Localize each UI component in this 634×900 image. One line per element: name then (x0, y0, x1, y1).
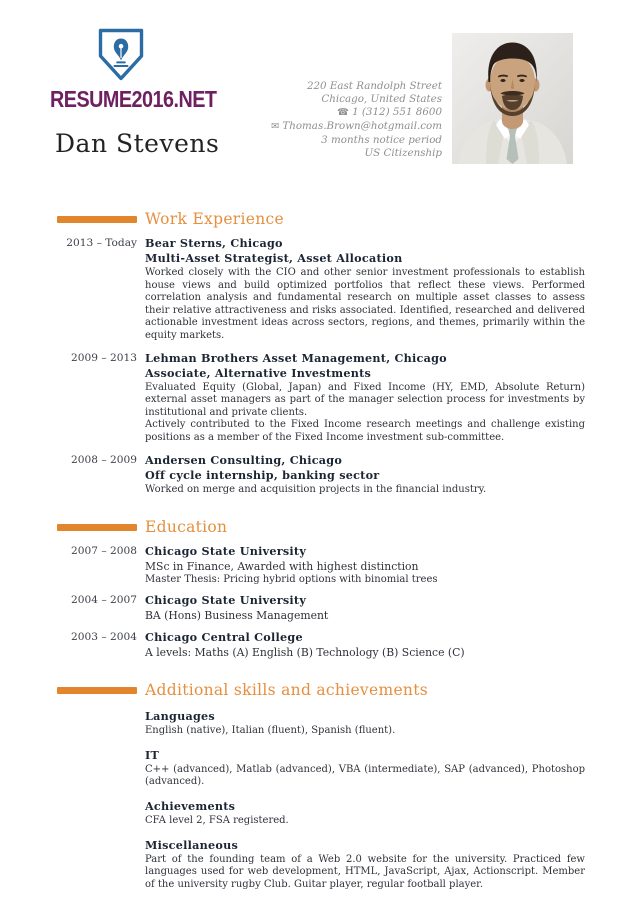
entry-school: Chicago Central College (145, 630, 303, 645)
entry-role: Off cycle internship, banking sector (145, 467, 380, 482)
section-title: Education (145, 518, 228, 537)
education-entry (0, 593, 634, 622)
skill-label: Languages (145, 709, 215, 724)
skill-label: IT (145, 747, 160, 762)
pen-nib-shield-icon (97, 27, 145, 82)
section-additional-skills (0, 681, 634, 891)
work-entry (0, 351, 634, 445)
entry-dates: 2007 – 2008 (71, 545, 137, 558)
section-work-experience (0, 210, 634, 496)
contact-address-line1: 220 East Randolph Street (306, 80, 442, 92)
skill-text: English (native), Italian (fluent), Spanish (fluent). (145, 725, 396, 737)
entry-degree: MSc in Finance, Awarded with highest distinction (145, 560, 419, 574)
work-entry (0, 236, 634, 343)
contact-address-line2: Chicago, United States (321, 92, 442, 105)
skill-label: Achievements (145, 798, 236, 813)
work-entry (0, 453, 634, 497)
section-rule (57, 687, 137, 694)
contact-phone-line (271, 106, 442, 120)
entry-school: Chicago State University (145, 544, 307, 559)
entry-employer: Lehman Brothers Asset Management, Chicago (145, 350, 447, 365)
header (0, 0, 634, 188)
candidate-name: Dan Stevens (55, 129, 220, 158)
education-entry (0, 630, 634, 659)
section-header (0, 518, 634, 536)
section-header (0, 681, 634, 699)
section-title: Work Experience (145, 210, 284, 228)
entry-role: Associate, Alternative Investments (145, 365, 372, 380)
section-education (0, 518, 634, 659)
entry-role: Multi-Asset Strategist, Asset Allocation (145, 251, 403, 265)
entry-dates: 2008 – 2009 (71, 453, 137, 466)
entry-degree: BA (Hons) Business Management (145, 609, 329, 623)
entry-dates: 2009 – 2013 (71, 351, 137, 364)
contact-block (271, 80, 442, 159)
entry-description: Actively contributed to the Fixed Income research meetings and challenge existing positions as a member of the Fixed Income investment sub-committee. (145, 419, 585, 443)
section-title: Additional skills and achievements (145, 681, 428, 700)
section-rule (57, 216, 137, 223)
contact-phone: 1 (312) 551 8600 (352, 105, 442, 118)
phone-icon: ☎ (336, 106, 349, 118)
entry-employer: Andersen Consulting, Chicago (145, 452, 343, 467)
entry-degree: A levels: Maths (A) English (B) Technology (B) Science (C) (145, 646, 465, 660)
entry-dates: 2004 – 2007 (71, 594, 137, 607)
contact-citizenship: US Citizenship (364, 146, 442, 159)
entry-school: Chicago State University (145, 593, 307, 608)
entry-dates: 2013 – Today (66, 237, 137, 249)
contact-email: Thomas.Brown@hotgmail.com (282, 119, 442, 132)
candidate-photo (452, 33, 573, 164)
contact-email-line (271, 120, 442, 134)
skill-group-achievements (0, 799, 634, 828)
entry-description: Worked on merge and acquisition projects in the financial industry. (145, 483, 487, 495)
entry-employer: Bear Sterns, Chicago (145, 236, 283, 250)
skill-text: C++ (advanced), Matlab (advanced), VBA (intermediate), SAP (advanced), Photoshop (advanced). (145, 763, 585, 788)
entry-description: Evaluated Equity (Global, Japan) and Fixed Income (HY, EMD, Absolute Return) external asset managers as part of the manager selection process for investments by institutional and private clients. (145, 381, 585, 418)
envelope-icon: ✉ (271, 120, 280, 132)
skill-group-miscellaneous (0, 838, 634, 892)
education-entry (0, 544, 634, 585)
site-logo-text: RESUME2016.NET (50, 86, 217, 112)
entry-description: Worked closely with the CIO and other senior investment professionals to establish house views and build optimized portfolios that reflect these views. Performed correlation analysis and fundamental research on multiple asset classes to assess their relative attractiveness and risks associated. Identified, researched and delivered actionable investment ideas across sectors, regions, and themes, primarily within the equity markets. (145, 267, 585, 341)
entry-dates: 2003 – 2004 (71, 631, 137, 644)
contact-notice-period: 3 months notice period (321, 133, 442, 146)
skill-text: CFA level 2, FSA registered. (145, 814, 289, 826)
section-header (0, 210, 634, 228)
skill-group-languages (0, 709, 634, 738)
section-rule (57, 524, 137, 531)
skill-group-it (0, 748, 634, 789)
skill-label: Miscellaneous (145, 837, 239, 852)
skill-text: Part of the founding team of a Web 2.0 website for the university. Practiced few languages used for web development, HTML, JavaScript, Ajax, Actionscript. Member of the university rugby Club. Guitar player, regular football player. (145, 853, 585, 890)
entry-thesis-note: Master Thesis: Pricing hybrid options with binomial trees (145, 574, 438, 586)
